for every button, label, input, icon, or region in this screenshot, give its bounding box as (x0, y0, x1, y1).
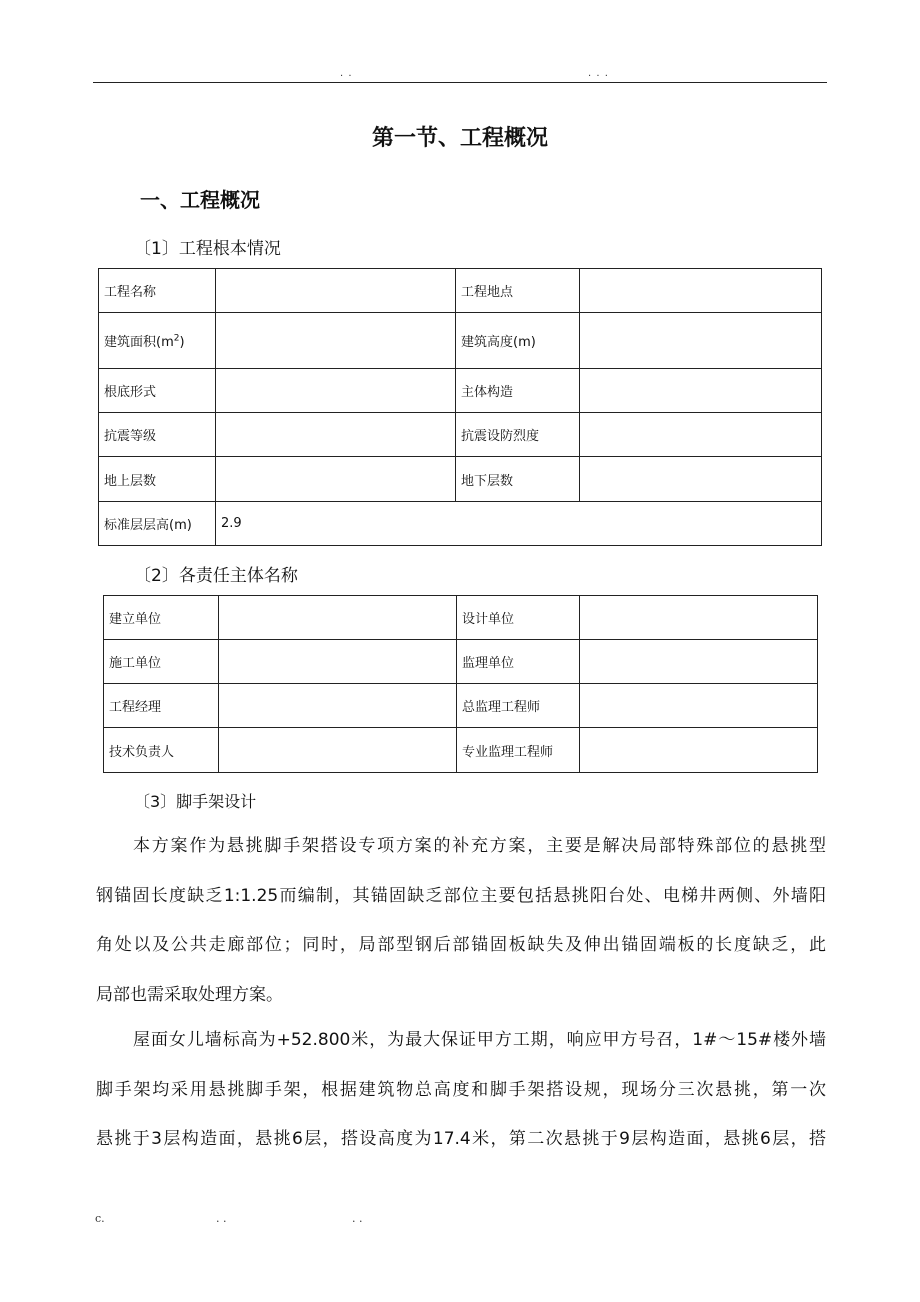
cell-value (219, 684, 457, 728)
cell-label: 工程经理 (104, 684, 219, 728)
table-row (99, 369, 822, 413)
responsible-parties-table (103, 595, 818, 773)
table-row (104, 640, 818, 684)
cell-label: 技术负责人 (104, 728, 219, 773)
header-dots-right: . . . (588, 68, 609, 79)
header-rule (93, 82, 827, 83)
area-label-text: 建筑面积(m (104, 335, 174, 350)
cell-label: 主体构造 (456, 369, 580, 413)
table-row (99, 313, 822, 369)
table-row (99, 269, 822, 313)
cell-value: 2.9 (216, 502, 822, 546)
subheading-basic-info: 〔1〕工程根本情况 (134, 239, 281, 259)
cell-value (580, 313, 822, 369)
table-row (99, 457, 822, 502)
cell-label: 标准层层高(m) (99, 502, 216, 546)
cell-label: 抗震等级 (99, 413, 216, 457)
area-label-sup: 2 (173, 333, 180, 344)
cell-value (216, 413, 456, 457)
cell-value (216, 369, 456, 413)
cell-label: 监理单位 (457, 640, 580, 684)
cell-value (580, 457, 822, 502)
table-row (99, 502, 822, 546)
paragraph-scaffold-plan (96, 1016, 826, 1165)
text-line: 脚手架均采用悬挑脚手架，根据建筑物总高度和脚手架搭设规，现场分三次悬挑，第一次 (96, 1079, 826, 1100)
text-line: 本方案作为悬挑脚手架搭设专项方案的补充方案，主要是解决局部特殊部位的悬挑型 (133, 836, 826, 856)
text-line: 悬挑于3层构造面，悬挑6层，搭设高度为17.4米，第二次悬挑于9层构造面，悬挑6层，搭 (96, 1129, 826, 1149)
cell-value (580, 269, 822, 313)
page-title: 第一节、工程概况 (371, 126, 548, 151)
cell-label: 总监理工程师 (457, 684, 580, 728)
cell-label: 设计单位 (457, 596, 580, 640)
cell-value (580, 413, 822, 457)
area-label-close: ) (179, 335, 185, 350)
cell-label: 根底形式 (99, 369, 216, 413)
table-row (104, 684, 818, 728)
cell-value (216, 269, 456, 313)
cell-label: 地上层数 (99, 457, 216, 502)
cell-value (219, 728, 457, 773)
cell-label: 建筑高度(m) (456, 313, 580, 369)
cell-label: 建立单位 (104, 596, 219, 640)
footer-c: c. (95, 1212, 105, 1225)
cell-value (216, 457, 456, 502)
text-line: 屋面女儿墙标高为+52.800米，为最大保证甲方工期，响应甲方号召，1#～15#楼外墙 (133, 1030, 826, 1050)
subheading-responsible-parties: 〔2〕各责任主体名称 (134, 566, 298, 586)
cell-label: 施工单位 (104, 640, 219, 684)
cell-label: 地下层数 (456, 457, 580, 502)
paragraph-scaffold-scope (96, 822, 826, 1020)
table-row (99, 413, 822, 457)
header-dots-left: . . (340, 68, 353, 79)
cell-label: 抗震设防烈度 (456, 413, 580, 457)
cell-value (580, 684, 818, 728)
cell-label (99, 313, 216, 369)
subheading-scaffold-design: 〔3〕脚手架设计 (134, 792, 257, 811)
cell-value (219, 640, 457, 684)
text-line: 角处以及公共走廊部位；同时，局部型钢后部锚固板缺失及伸出锚固端板的长度缺乏，此 (96, 935, 826, 955)
cell-value (219, 596, 457, 640)
cell-value (580, 640, 818, 684)
table-row (104, 728, 818, 773)
cell-value (580, 728, 818, 773)
text-line: 局部也需采取处理方案。 (96, 984, 283, 1005)
footer-dots-1: . . (216, 1212, 227, 1225)
project-info-table (98, 268, 822, 546)
cell-value (580, 369, 822, 413)
footer-dots-2: . . (352, 1212, 363, 1225)
section-heading: 一、工程概况 (140, 188, 260, 212)
cell-label: 专业监理工程师 (457, 728, 580, 773)
text-line: 钢锚固长度缺乏1:1.25而编制，其锚固缺乏部位主要包括悬挑阳台处、电梯井两侧、外墙阳 (96, 885, 826, 906)
cell-label: 工程地点 (456, 269, 580, 313)
table-row (104, 596, 818, 640)
cell-value (580, 596, 818, 640)
cell-label: 工程名称 (99, 269, 216, 313)
cell-value (216, 313, 456, 369)
